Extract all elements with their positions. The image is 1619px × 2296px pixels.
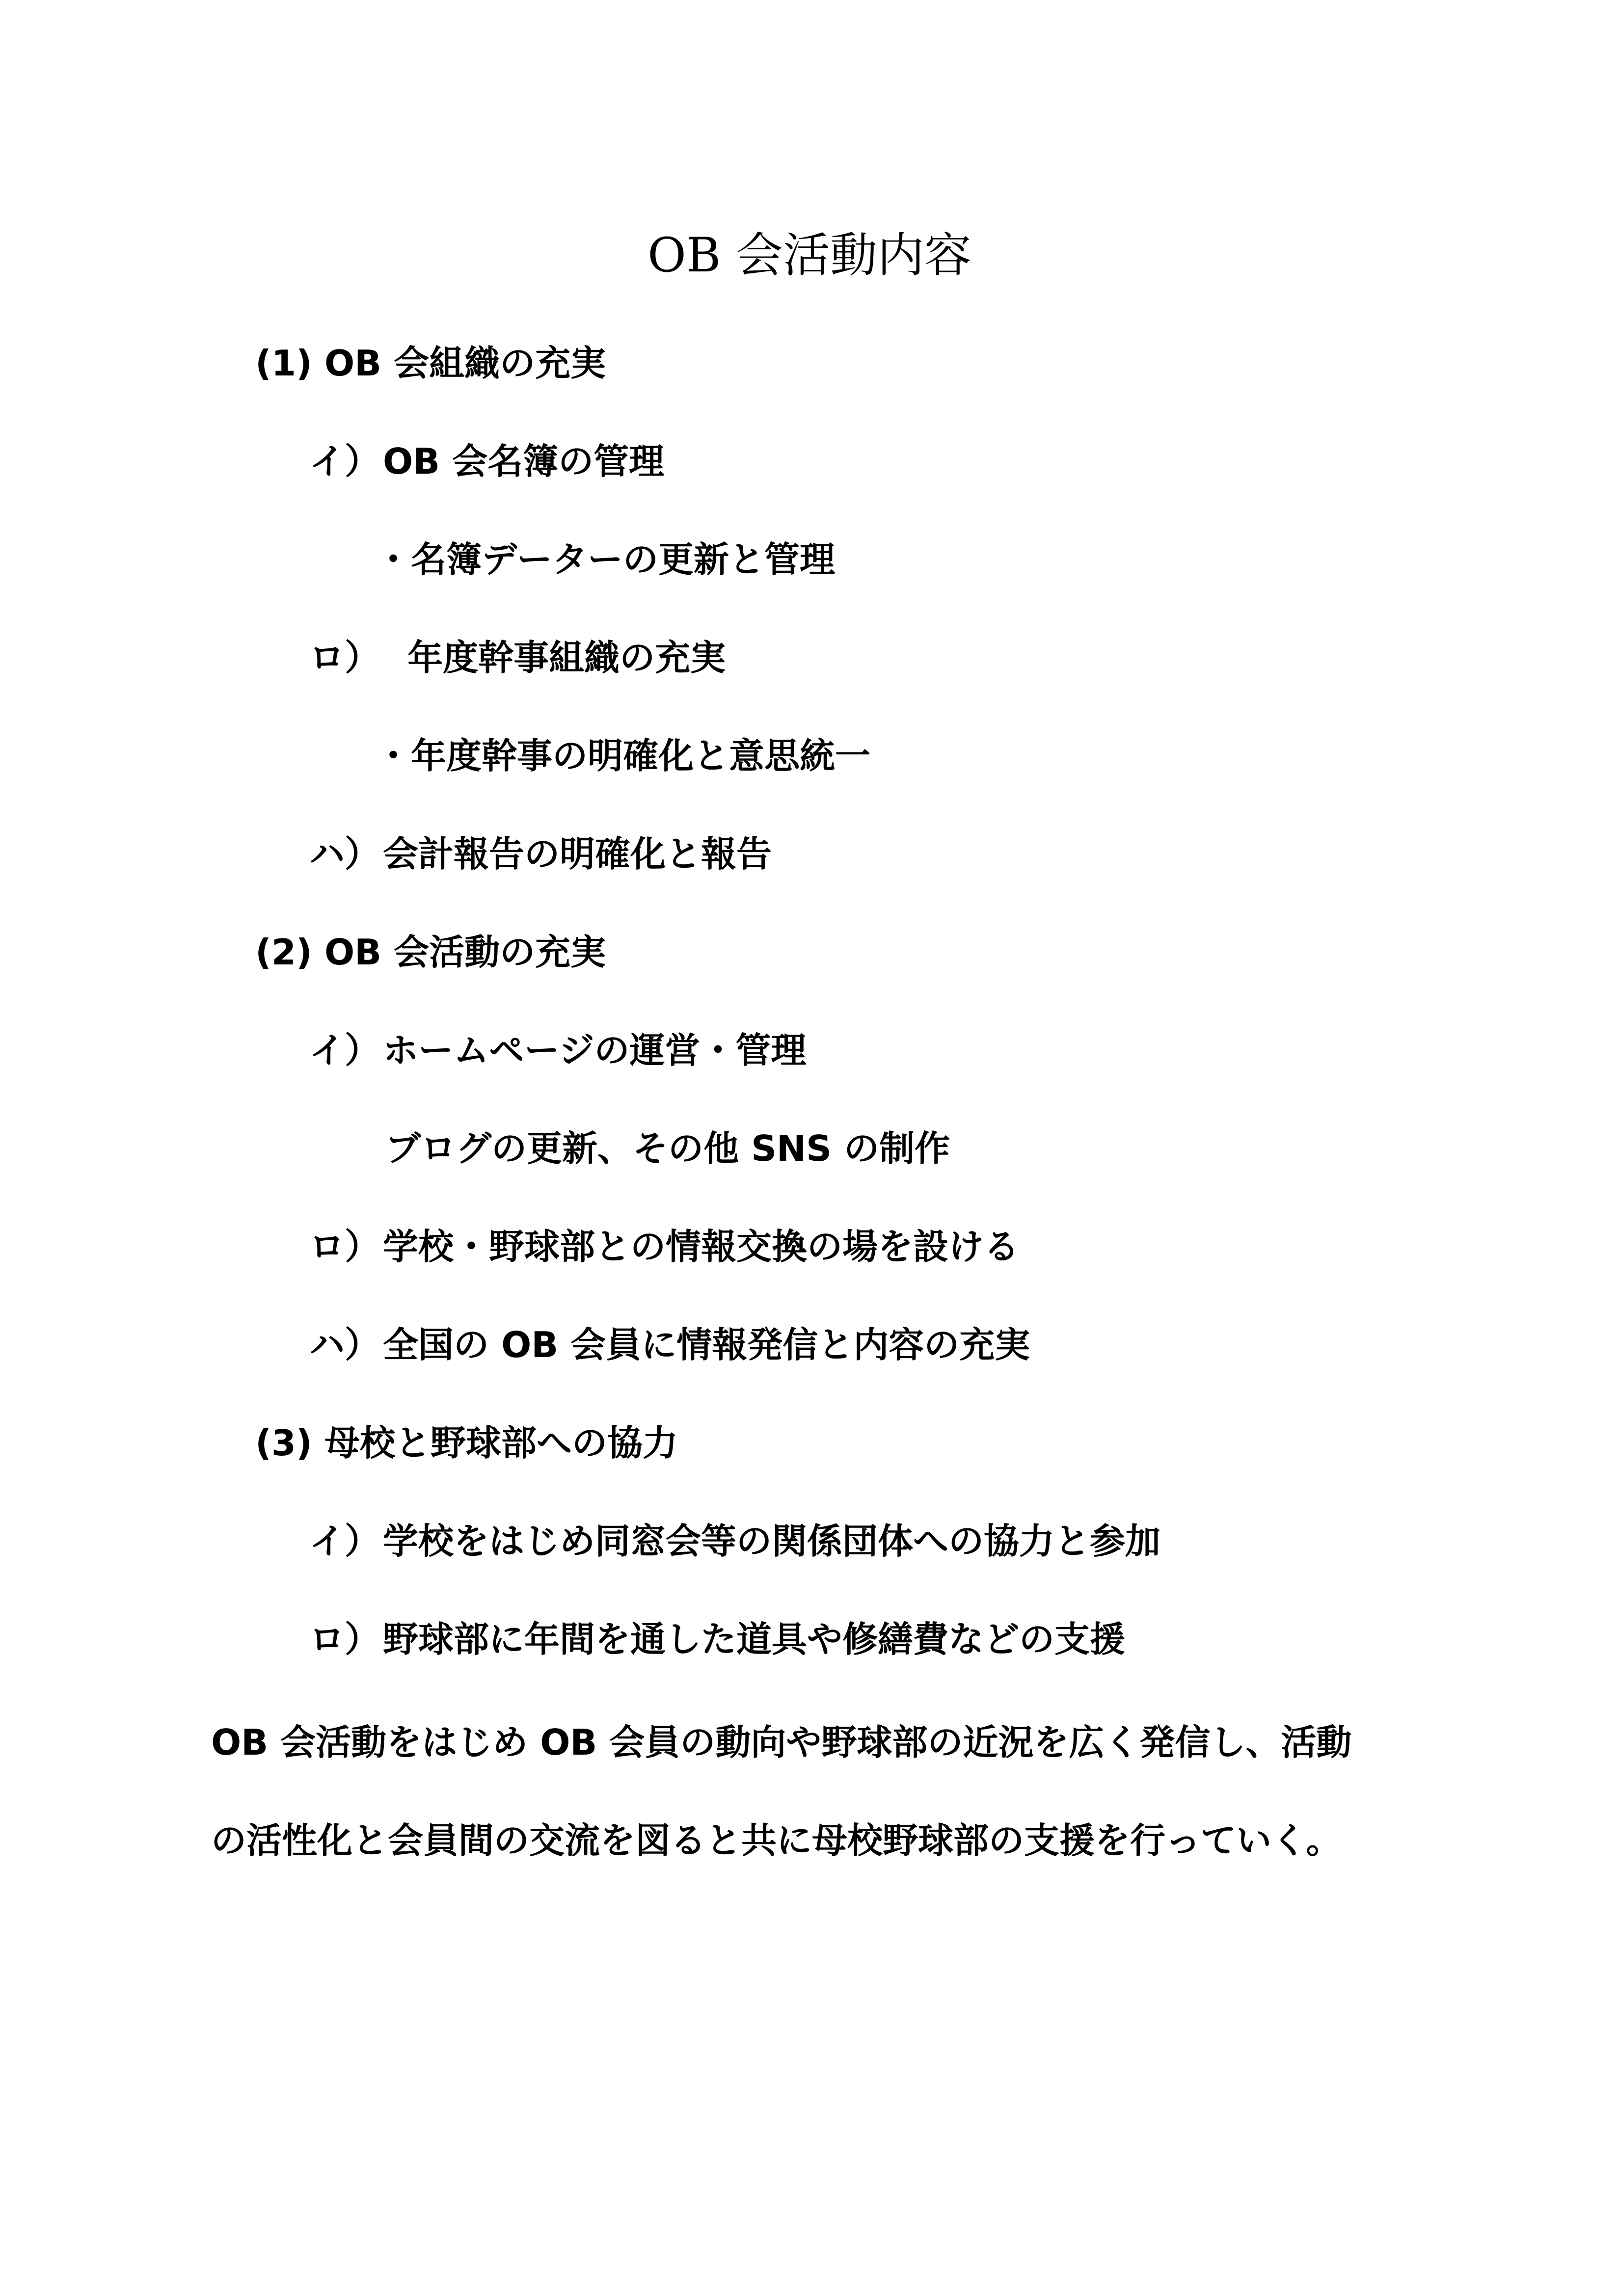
summary-line-2: の活性化と会員間の交流を図ると共に母校野球部の支援を行っていく。 [211, 1820, 1342, 1861]
item-text: 学校をはじめ同窓会等の関係団体への協力と参加 [383, 1521, 1161, 1562]
summary-line-1: OB 会活動をはじめ OB 会員の動向や野球部の近況を広く発信し、活動 [211, 1722, 1352, 1763]
document-title: OB 会活動内容 [648, 228, 971, 283]
item-text: 学校・野球部との情報交換の場を設ける [383, 1226, 1020, 1267]
list-item [309, 1517, 1160, 1566]
section-heading-2: (2) OB 会活動の充実 [255, 932, 606, 973]
section-heading-3: (3) 母校と野球部への協力 [255, 1422, 678, 1464]
list-item [309, 1026, 807, 1075]
list-item [309, 1320, 1030, 1369]
item-marker: イ） [309, 441, 380, 482]
item-text: 会計報告の明確化と報告 [383, 833, 772, 875]
sub-item: ・年度幹事の明確化と意思統一 [376, 735, 871, 776]
sub-item: ブログの更新、その他 SNS の制作 [385, 1128, 950, 1169]
item-marker: ロ） [309, 1619, 380, 1660]
item-text: 野球部に年間を通した道具や修繕費などの支援 [383, 1619, 1126, 1660]
item-marker: ハ） [309, 833, 380, 875]
item-marker: ロ） [309, 637, 380, 678]
item-text: OB 会名簿の管理 [383, 441, 665, 482]
item-marker: イ） [309, 1030, 380, 1071]
list-item [309, 829, 772, 879]
sub-item: ・名簿データーの更新と管理 [376, 539, 836, 580]
section-heading-1: (1) OB 会組織の充実 [255, 343, 606, 384]
item-marker: ロ） [309, 1226, 380, 1267]
item-text: ホームページの運営・管理 [383, 1030, 807, 1071]
item-text: 全国の OB 会員に情報発信と内容の充実 [383, 1324, 1030, 1365]
item-marker: イ） [309, 1521, 380, 1562]
item-text: 年度幹事組織の充実 [383, 637, 726, 678]
list-item [309, 1222, 1019, 1271]
item-marker: ハ） [309, 1324, 380, 1365]
list-item [309, 633, 726, 682]
list-item [309, 1615, 1125, 1664]
list-item [309, 437, 664, 486]
